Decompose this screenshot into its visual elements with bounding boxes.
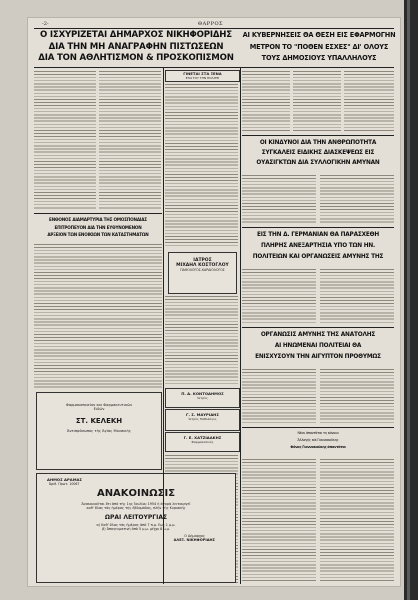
- germany-text-1: [242, 268, 316, 324]
- headline-line: ΠΟΛΙΤΕΙΩΝ ΚΑΙ ΟΡΓΑΝΩΣΕΙΣ ΑΜΥΝΗΣ ΤΗΣ: [252, 254, 384, 260]
- announcement-municipality: ΔΗΜΟΣ ΔΡΑΜΑΣ: [47, 477, 83, 482]
- egypt-text-1: [242, 368, 316, 424]
- headline-line: ΔΙΑ ΤΟΝ ΑΘΛΗΤΙΣΜΟΝ & ΠΡΟΣΚΟΠΙΣΜΟΝ: [38, 53, 234, 63]
- article-text-col1: [34, 70, 96, 210]
- headline-line: ΑΡΞΕΙΟΝ ΤΩΝ ΕΝΟΙΚΙΩΝ ΤΩΝ ΚΑΤΑΣΤΗΜΑΤΩΝ: [47, 232, 149, 237]
- headline-mayor: [34, 30, 238, 66]
- page-edge-strip: [404, 0, 418, 600]
- right-text-col2: [293, 70, 341, 132]
- germany-text-2: [320, 268, 394, 324]
- doctor-ad-specialty: ΠΑΘΟΛΟΓΟΣ-ΚΑΡΔΙΟΛΟΓΟΣ: [180, 267, 225, 272]
- headline-line: ΕΝΙΣΧΥΣΟΥΝ ΤΗΝ ΑΙΓΥΠΤΟΝ ΠΡΟΘΥΜΩΣ: [255, 354, 381, 360]
- ad-name: Π. Δ. ΚΟΝΤΟΔΗΜΟΣ: [181, 391, 224, 396]
- headline-federation: [34, 216, 162, 240]
- ad-name: Γ. Ε. ΧΑΤΖΙΔΑΚΗΣ: [183, 435, 222, 440]
- header-rule: [34, 28, 394, 29]
- apology-text-2: [320, 458, 394, 582]
- announcement-title: ΑΝΑΚΟΙΝΩΣΙΣ: [96, 488, 176, 500]
- announcement-body: καθ' ὅλας τὰς ἡμέρας τῆς ἑβδομάδος, πλὴν τῆς Κυριακῆς: [86, 506, 186, 511]
- headline-germany: [242, 230, 394, 264]
- headline-egypt: [242, 330, 394, 364]
- mavridis-ad: [165, 409, 240, 431]
- dangers-text-1: [242, 174, 316, 224]
- headline-line: ΑΙ ΗΝΩΜΕΝΑΙ ΠΟΛΙΤΕΙΑΙ ΘΑ: [274, 343, 362, 349]
- municipality-announcement: [36, 473, 236, 583]
- announcement-ref: Ἀριθ. Πρωτ. 10067: [49, 481, 80, 486]
- headline-line: ΕΙΣ ΤΗΝ Δ. ΓΕΡΜΑΝΙΑΝ ΘΑ ΠΑΡΑΣΧΕΘΗ: [256, 232, 380, 238]
- ad-sub: Ἰατρὸς Παθολόγος: [188, 416, 217, 421]
- headline-line: ΟΙ ΚΙΝΔΥΝΟΙ ΔΙΑ ΤΗΝ ΑΝΘΡΩΠΟΤΗΤΑ: [259, 140, 377, 146]
- dangers-text-2: [320, 174, 394, 224]
- doctor-ad: [168, 252, 237, 294]
- ad-sub: Ἰατρὸς: [197, 395, 208, 400]
- page-number: -2-: [42, 21, 49, 27]
- ad-sub: Φαρμακοποιός: [191, 439, 214, 444]
- right-text-col3: [344, 70, 394, 132]
- center-box-top: [165, 70, 240, 82]
- headline-rule: [34, 67, 394, 68]
- headline-line: ΕΝΘΟΝΟΣ ΔΙΑΜΑΡΤΥΡΙΑ ΤΗΣ ΟΜΟΣΠΟΝΔΙΑΣ: [49, 217, 147, 222]
- headline-line: ΟΥΑΣΙΓΚΤΩΝ ΔΙΑ ΣΥΛΛΟΓΙΚΗΝ ΑΜΥΝΑΝ: [256, 160, 380, 166]
- masthead: ΘΑΡΡΟΣ: [198, 21, 224, 27]
- ad-name: Γ. Σ. ΜΑΥΡΙΔΗΣ: [186, 412, 219, 417]
- pharmacy-ad-line: Φαρμακοποιείον και Φαρμακευτικών: [65, 403, 133, 407]
- newspaper-page: [28, 18, 400, 586]
- headline-line: ΣΥΓΚΑΛΕΙΣ ΕΙΔΙΚΗΣ ΔΙΑΣΚΕΨΕΩΣ ΕΙΣ: [261, 150, 375, 156]
- center-text: [165, 83, 238, 248]
- headline-line: ΕΠΙΤΡΟΠΕΥΟΝ ΔΙΑ ΤΗΝ ΕΥΘΥΝΟΜΕΝΟΝ: [54, 224, 142, 230]
- box-title: ΓΙΝΕΤΑΙ ΣΤΑ ΞΕΝΑ: [183, 71, 222, 76]
- page-header: [28, 18, 400, 28]
- headline-line: ΜΕΤΡΟΝ ΤΟ "ΠΟΘΕΝ ΕΣΧΕΣ" ΔΙ' ΟΛΟΥΣ: [249, 42, 389, 51]
- kontodimos-ad: [165, 388, 240, 408]
- headline-line: ΟΡΓΑΝΩΣΙΣ ΑΜΥΝΗΣ ΤΗΣ ΑΝΑΤΟΛΗΣ: [260, 332, 376, 338]
- article-text-federation: [34, 243, 162, 388]
- pharmacy-ad-line: Ἀντιπρόσωπος τῆς Ἀγίας Μουσικῆς: [67, 429, 131, 434]
- headline-apology: [242, 430, 394, 454]
- headline-line: ΤΟΥΣ ΔΗΜΟΣΙΟΥΣ ΥΠΑΛΛΗΛΟΥΣ: [261, 54, 377, 62]
- headline-dangers: [242, 138, 394, 170]
- column-rule: [240, 68, 241, 584]
- column-rule: [163, 68, 164, 584]
- headline-line: ΑΙ ΚΥΒΕΡΝΗΣΕΙΣ ΘΑ ΘΕΣΗ ΕΙΣ ΕΦΑΡΜΟΓΗΝ: [242, 31, 396, 39]
- headline-line: ΠΛΗΡΗΣ ΑΝΕΞΑΡΤΗΣΙΑ ΥΠΟ ΤΩΝ ΗΝ.: [260, 243, 376, 249]
- article-rule: [34, 213, 162, 214]
- center-text-2: [165, 295, 238, 385]
- headline-line: Ο ΙΣΧΥΡΙΖΕΤΑΙ ΔΗΜΑΡΧΟΣ ΝΙΚΗΦΟΡΙΔΗΣ: [40, 30, 232, 40]
- headline-governments: [242, 30, 396, 66]
- egypt-text-2: [320, 368, 394, 424]
- box-subtitle: ΕΞΩ ΤΟΥ ΤΗΝ ΠΟΛΙΤΕΙ: [185, 75, 220, 80]
- article-text-col2: [99, 70, 161, 210]
- headline-line: Ἀλλαγῆς καὶ Γιαννακοῦκης: [297, 438, 339, 442]
- headline-line: Φόνος Γιαννακοῦκης ἀπαντᾶται: [290, 445, 346, 449]
- apology-text-1: [242, 458, 316, 582]
- pharmacy-ad-line: Ειδών: [93, 407, 105, 412]
- right-rule-4: [242, 427, 394, 428]
- right-rule-1: [242, 135, 394, 136]
- announcement-signature: ΑΛΕΞ. ΝΙΚΗΦΟΡΙΔΗΣ: [173, 537, 215, 542]
- doctor-ad-title: ΙΑΤΡΟΣ: [193, 258, 212, 263]
- announcement-hours: β) Ἀπογευματινὴ ἀπὸ 5 μ.μ. μέχρι 8 μ.μ.: [102, 526, 170, 531]
- announcement-hours: α) Καθ' ὅλας τὰς ἡμέρας ἀπὸ 7 π.μ. ἕως 1 μ.μ.: [96, 522, 176, 527]
- headline-line: ΔΙΑ ΤΗΝ ΜΗ ΑΝΑΓΡΑΦΗΝ ΠΙΣΤΩΣΕΩΝ: [48, 41, 224, 52]
- pharmacy-ad: [36, 392, 162, 470]
- announcement-signature-title: Ο Δήμαρχος: [184, 533, 205, 538]
- chatzidakis-ad: [165, 432, 240, 452]
- right-text-col1: [242, 70, 290, 132]
- announcement-hours-title: ΩΡΑΙ ΛΕΙΤΟΥΡΓΙΑΣ: [104, 513, 168, 521]
- right-rule-3: [242, 327, 394, 328]
- pharmacy-ad-name: ΣΤ. ΚΕΛΕΚΗ: [75, 416, 123, 425]
- announcement-body: Ἀνακοινοῦται ὅτι ἀπὸ τῆς 1ης Ἰουλίου 1954 ἠ ἀγορὰ λειτουργεῖ: [81, 502, 191, 507]
- right-rule-2: [242, 227, 394, 228]
- headline-line: Νέον ἀπαντᾶται τη κάνουν: [297, 431, 339, 435]
- doctor-ad-name: ΜΙΧΑΗΛ ΚΟΣΤΟΓΛΟΥ: [176, 263, 229, 269]
